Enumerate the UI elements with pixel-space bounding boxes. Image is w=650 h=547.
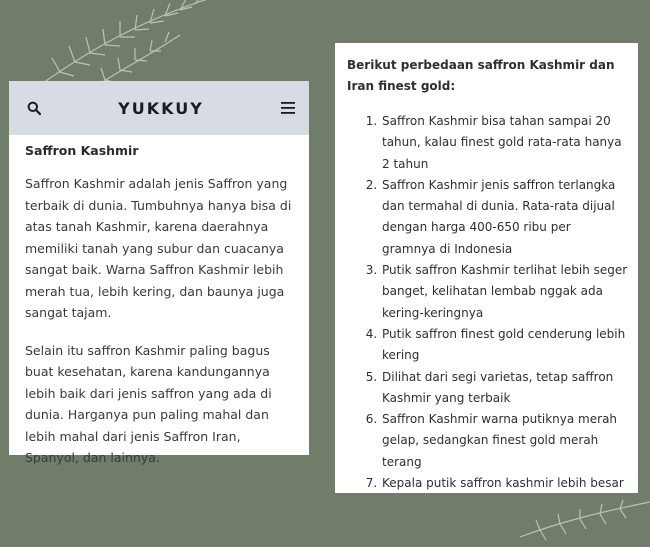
list-item: 6. Saffron Kashmir warna putiknya merah gelap, sedangkan finest gold merah terang bbox=[381, 409, 628, 473]
article-title: Saffron Kashmir bbox=[25, 143, 139, 158]
list-item: 4. Putik saffron finest gold cenderung lebih kering bbox=[381, 324, 628, 367]
comparison-card bbox=[335, 43, 638, 493]
list-item: 5. Dilihat dari segi varietas, tetap saffron Kashmir yang terbaik bbox=[381, 367, 628, 410]
article-paragraph: Selain itu saffron Kashmir paling bagus buat kesehatan, karena kandungannya lebih baik dari jenis saffron yang ada di dunia. Harganya pun paling mahal dan lebih mahal dari jenis Saffron Iran, Spanyol, dan lainnya. bbox=[25, 342, 272, 465]
site-header bbox=[9, 81, 309, 135]
list-item: 3. Putik saffron Kashmir terlihat lebih seger banget, kelihatan lembab nggak ada kering-keringnya bbox=[381, 260, 628, 324]
article-paragraph: Saffron Kashmir adalah jenis Saffron yang terbaik di dunia. Tumbuhnya hanya bisa di atas tanah Kashmir, karena daerahnya memiliki tanah yang subur dan cuacanya sangat baik. Warna Saffron Kashmir lebih merah tua, lebih kering, dan baunya juga sangat tajam. bbox=[25, 176, 292, 320]
list-item: 1. Saffron Kashmir bisa tahan sampai 20 tahun, kalau finest gold rata-rata hanya 2 tahun bbox=[381, 111, 628, 175]
article-body bbox=[9, 135, 309, 469]
list-item: 2. Saffron Kashmir jenis saffron terlangka dan termahal di dunia. Rata-rata dijual dengan harga 400-650 ribu per gramnya di Indonesia bbox=[381, 175, 628, 260]
comparison-list bbox=[335, 111, 638, 494]
article-card bbox=[9, 81, 309, 465]
site-logo[interactable]: YUKKUY bbox=[118, 98, 204, 118]
leaf-decoration-top bbox=[30, 0, 230, 90]
hamburger-menu-icon[interactable] bbox=[277, 97, 299, 119]
search-icon[interactable] bbox=[23, 97, 45, 119]
comparison-heading: Berikut perbedaan saffron Kashmir dan Iran finest gold: bbox=[347, 58, 615, 93]
list-item: 7. Kepala putik saffron kashmir lebih besar bbox=[381, 473, 628, 494]
